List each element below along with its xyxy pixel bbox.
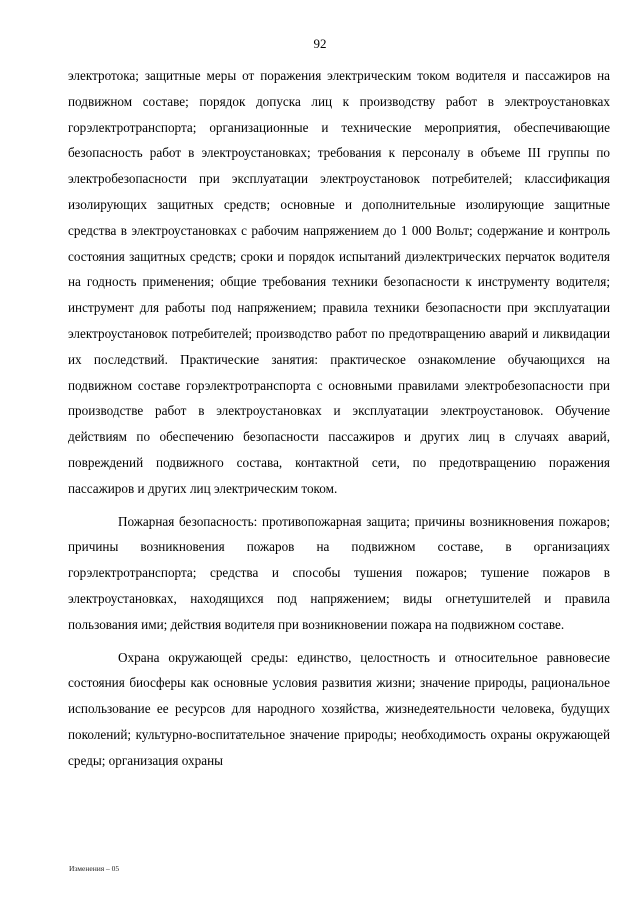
page-footer: Изменения – 05 [69,864,120,873]
paragraph-electrical-safety: электротока; защитные меры от поражения электрическим током водителя и пассажиров на подвижном составе; порядок допуска лиц к производству работ в электроустановках горэлектротранспорта; организационные и технические мероприятия, обеспечивающие безопасность работ в электроустановках; требования к персоналу в объеме III группы по электробезопасности при эксплуатации электроустановок потребителей; классификация изолирующих защитных средств; основные и дополнительные изолирующие защитные средства в электроустановках с рабочим напряжением до 1 000 Вольт; содержание и контроль состояния защитных средств; сроки и порядок испытаний диэлектрических перчаток водителя на годность применения; общие требования техники безопасности к инструменту водителя; инструмент для работы под напряжением; правила техники безопасности при эксплуатации электроустановок потребителей; производство работ по предотвращению аварий и ликвидации их последствий. Практические занятия: практическое ознакомление обучающихся на подвижном составе горэлектротранспорта с основными правилами электробезопасности при производстве работ в электроустановках и эксплуатации электроустановок. Обучение действиям по обеспечению безопасности пассажиров и других лиц в случаях аварий, повреждений подвижного состава, контактной сети, по предотвращению поражения пассажиров и других лиц электрическим током. [68,68,610,496]
page-number: 92 [313,36,327,51]
page-content [68,63,610,774]
paragraph-fire-safety: Пожарная безопасность: противопожарная защита; причины возникновения пожаров; причины возникновения пожаров на подвижном составе, в организациях горэлектротранспорта; средства и способы тушения пожаров; тушение пожаров в электроустановках, находящихся под напряжением; виды огнетушителей и правила пользования ими; действия водителя при возникновении пожара на подвижном составе. [68,513,610,632]
paragraph-environment-protection: Охрана окружающей среды: единство, целостность и относительное равновесие состояния биосферы как основные условия развития жизни; значение природы, рациональное использование ее ресурсов для народного хозяйства, жизнедеятельности человека, будущих поколений; культурно-воспитательное значение природы; необходимость охраны окружающей среды; организация охраны [68,649,610,768]
